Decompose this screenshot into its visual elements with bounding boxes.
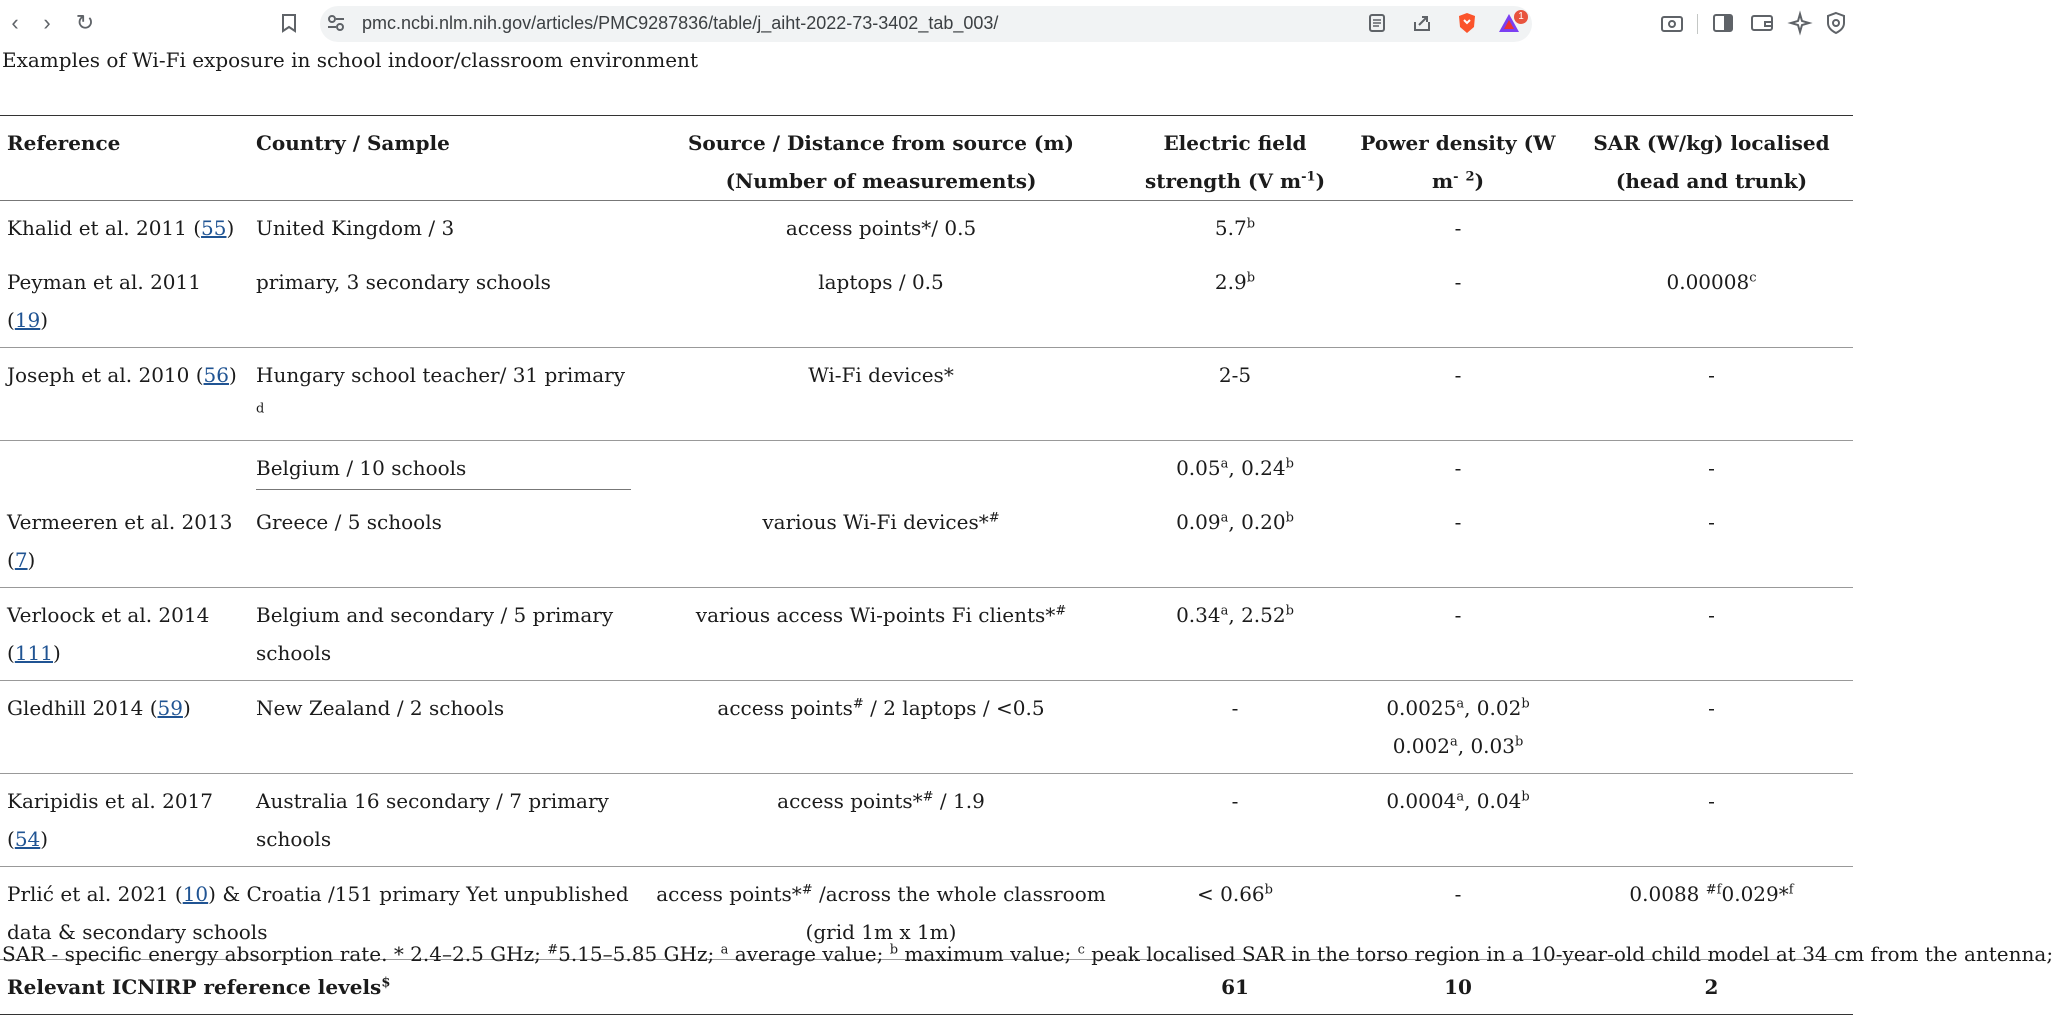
- power-cell: -: [1346, 867, 1570, 960]
- ref-cell: Peyman et al. 2011 (19): [0, 255, 249, 348]
- table-row: [0, 681, 1853, 774]
- power-cell: -: [1346, 255, 1570, 348]
- table-footnote: SAR - specific energy absorption rate. * 2.4–2.5 GHz; #5.15–5.85 GHz; $^a$ average value; $^b$ maximum value; $^c$ peak localised SAR in the torso region in a 10-year-old child model at 34 cm from the antenna;: [2, 942, 2053, 966]
- efield-cell: 5.7$^b$: [1214, 216, 1256, 240]
- table-row: [0, 348, 1853, 441]
- efield-cell: 0.09$^a$, 0.20$^b$: [1124, 495, 1346, 588]
- ref-link[interactable]: 54: [14, 827, 41, 851]
- wallet-icon[interactable]: [1751, 12, 1773, 34]
- header-power-density: Power density (W m- $^2$): [1360, 131, 1556, 193]
- table-row: [0, 441, 1853, 496]
- sar-cell: -: [1570, 348, 1853, 441]
- efield-cell: < 0.66$^b$: [1124, 867, 1346, 960]
- ref-link[interactable]: 19: [14, 308, 41, 332]
- vpn-icon[interactable]: [1825, 12, 1847, 34]
- browser-toolbar: [0, 0, 1853, 44]
- efield-cell: 0.34$^a$, 2.52$^b$: [1124, 588, 1346, 681]
- url-text[interactable]: pmc.ncbi.nlm.nih.gov/articles/PMC9287836/table/j_aiht-2022-73-3402_tab_003/: [362, 13, 999, 33]
- sar-cell: 0.00008$^c$: [1570, 255, 1853, 348]
- country-cell: United Kingdom / 3: [256, 216, 455, 240]
- header-reference: Reference: [7, 131, 121, 155]
- brave-shield-icon[interactable]: [1456, 12, 1478, 34]
- screenshot-icon[interactable]: [1661, 12, 1683, 34]
- country-cell: primary, 3 secondary schools: [249, 255, 638, 348]
- sar-cell: 0.0088 $^{\#f}$0.029*$^f$: [1570, 867, 1853, 960]
- power-cell: 0.0025$^a$, 0.02$^b$ 0.002$^a$, 0.03$^b$: [1346, 681, 1570, 774]
- back-icon[interactable]: ‹: [11, 10, 19, 35]
- leo-ai-icon[interactable]: [1789, 12, 1811, 34]
- ref-cell: Karipidis et al. 2017 (54): [0, 774, 249, 867]
- sar-cell: -: [1570, 495, 1853, 588]
- efield-cell: 2.9$^b$: [1124, 255, 1346, 348]
- efield-cell: -: [1124, 681, 1346, 774]
- power-cell: -: [1346, 495, 1570, 588]
- header-source: Source / Distance from source (m) (Number of measurements): [687, 131, 1075, 193]
- ref-cell: Prlić et al. 2021 (10) & Croatia /151 primary Yet unpublished data & secondary schools: [0, 867, 638, 960]
- exposure-table: [0, 115, 1853, 1015]
- table-row: [0, 201, 1853, 256]
- source-cell: access points# / 2 laptops / <0.5: [638, 681, 1124, 774]
- toolbar-divider: [1697, 14, 1698, 34]
- ref-cell: Joseph et al. 2010 (56): [0, 348, 249, 441]
- ref-link[interactable]: 111: [14, 641, 53, 665]
- ref-link[interactable]: 55: [201, 216, 227, 240]
- power-cell: 0.0004$^a$, 0.04$^b$: [1346, 774, 1570, 867]
- icnirp-efield: 61: [1221, 975, 1249, 999]
- table-row: [0, 588, 1853, 681]
- site-info-icon[interactable]: [325, 12, 347, 34]
- efield-cell: 2-5: [1124, 348, 1346, 441]
- efield-cell: 0.05$^a$, 0.24$^b$: [1176, 456, 1294, 480]
- power-cell: -: [1454, 456, 1462, 480]
- ref-link[interactable]: 10: [182, 882, 209, 906]
- ref-cell: [0, 441, 249, 496]
- source-cell: various Wi-Fi devices*#: [638, 495, 1124, 588]
- sar-cell: -: [1570, 681, 1853, 774]
- power-cell: -: [1346, 348, 1570, 441]
- source-cell: access points*# /across the whole classroom (grid 1m x 1m): [638, 867, 1124, 960]
- country-cell: Belgium / 10 schools: [249, 441, 638, 496]
- alert-badge: 1: [1514, 10, 1528, 24]
- source-cell: [638, 441, 1124, 496]
- source-cell: access points*# / 1.9: [638, 774, 1124, 867]
- reader-mode-icon[interactable]: [1366, 12, 1388, 34]
- header-efield: Electric field strength (V $m^{-1}$): [1144, 131, 1326, 193]
- sar-cell: [1570, 201, 1853, 256]
- country-cell: Australia 16 secondary / 7 primary schools: [249, 774, 638, 867]
- table-header-row: [0, 116, 1853, 201]
- source-cell: various access Wi-points Fi clients*#: [638, 588, 1124, 681]
- bookmark-icon[interactable]: [274, 8, 304, 38]
- icnirp-label: Relevant ICNIRP reference levels$: [7, 975, 391, 999]
- table-caption: Examples of Wi-Fi exposure in school indoor/classroom environment: [2, 48, 698, 72]
- sar-cell: -: [1708, 456, 1715, 480]
- share-icon[interactable]: [1411, 12, 1433, 34]
- ref-link[interactable]: 56: [203, 363, 229, 387]
- country-cell: Belgium and secondary / 5 primary schools: [249, 588, 638, 681]
- country-cell: New Zealand / 2 schools: [249, 681, 638, 774]
- forward-icon[interactable]: ›: [43, 10, 51, 35]
- source-cell: access points*/ 0.5: [785, 216, 977, 240]
- header-sar: SAR (W/kg) localised (head and trunk): [1593, 131, 1830, 193]
- efield-cell: -: [1124, 774, 1346, 867]
- ref-link[interactable]: 59: [157, 696, 183, 720]
- icnirp-power: 10: [1444, 975, 1472, 999]
- country-cell: Hungary school teacher/ 31 primary $^d$: [249, 348, 638, 441]
- table-row: [0, 255, 1853, 348]
- source-cell: laptops / 0.5: [638, 255, 1124, 348]
- ref-cell: Vermeeren et al. 2013 (7): [0, 495, 249, 588]
- ref-cell: Gledhill 2014 (59): [0, 681, 249, 774]
- sar-cell: -: [1570, 774, 1853, 867]
- sidebar-icon[interactable]: [1712, 12, 1734, 34]
- ref-link[interactable]: 7: [14, 548, 28, 572]
- ref-cell: Khalid et al. 2011 (55): [7, 216, 235, 240]
- table-row: [0, 774, 1853, 867]
- source-cell: Wi-Fi devices*: [638, 348, 1124, 441]
- table-row-icnirp: [0, 960, 1853, 1015]
- sar-cell: -: [1570, 588, 1853, 681]
- header-country: Country / Sample: [256, 131, 450, 155]
- power-cell: -: [1346, 588, 1570, 681]
- icnirp-sar: 2: [1704, 975, 1719, 999]
- country-cell: Greece / 5 schools: [249, 495, 638, 588]
- ref-cell: Verloock et al. 2014 (111): [0, 588, 249, 681]
- power-cell: -: [1454, 216, 1462, 240]
- table-row: [0, 495, 1853, 588]
- reload-icon[interactable]: ↻: [75, 10, 95, 35]
